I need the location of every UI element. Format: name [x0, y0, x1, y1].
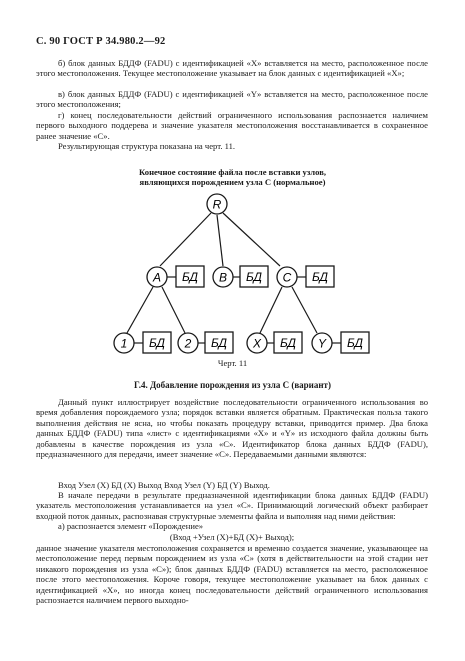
section-item-a: а) распознается элемент «Порождение»: [58, 521, 204, 531]
node-c-box-label: БД: [312, 270, 328, 284]
edge-root-c: [223, 213, 280, 266]
section-paragraph-2: В начале передачи в результате предназначенной идентификации блока данных БДДФ (FADU) указатель местоположения устанавливается на узел «C». Принимающий логический объект разбирает входной поток данных, распознавая структурные элементы файла и выполняя над ними действия:: [36, 490, 428, 521]
section-paragraph-3: данное значение указателя местоположения сохраняется и временно создается значение, указывающее на местоположение перед первым порождением из узла «C» (хотя в действительности на этой стадии нет никакого порождения из узла «C»); блок данных БДДФ (FADU) вставляется на место, расположенное после этого местоположения. Короче говоря, текущее местоположение указывает на блок данных с идентификацией «X», но иногда конец последовательности действий ограниченного использования распознается наличием первого выходно-: [36, 543, 428, 606]
node-y-box-label: БД: [347, 336, 363, 350]
figure-title-line-2: являющихся порождением узла С (нормальное): [139, 177, 326, 188]
node-x: [247, 332, 302, 353]
paragraph-item-v: в) блок данных БДДФ (FADU) с идентификацией «Y» вставляется на место, расположенное после этого местоположения;: [36, 89, 428, 110]
section-paragraph-1: Данный пункт иллюстрирует воздействие последовательности ограниченного использования во время добавления порождаемого узла; порядок вставки является обратным. Практическая польза такого выполнения действия не ясна, но чтобы показать процедуру вставки, приводится пример. Два блока данных БДДФ (FADU) типа «лист» с идентификациями «X» и «Y» из исходного файла должны быть добавлены в качестве порождения из узла «C». Идентификатор блока данных БДДФ (FADU), предназначенного для передачи, имеет значение «C». Передаваемыми данными являются:: [36, 397, 428, 460]
formula: (Вход +Узел (X)+БД (X)+ Выход);: [169, 532, 295, 542]
figure-caption: Черт. 11: [217, 358, 248, 368]
node-1: [114, 332, 171, 353]
node-root: [207, 194, 227, 214]
edge-c-x: [260, 287, 282, 333]
node-2-box-label: БД: [211, 336, 227, 350]
node-1-box-label: БД: [149, 336, 165, 350]
figure-title-line-1: Конечное состояние файла после вставки узлов,: [138, 167, 327, 177]
node-x-label: X: [252, 336, 262, 351]
node-1-label: 1: [120, 336, 128, 351]
node-b: [213, 266, 268, 287]
formula-line: [36, 532, 428, 542]
node-a-label: A: [152, 270, 162, 285]
paragraph-result: Результирующая структура показана на черт. 11.: [58, 141, 236, 151]
node-c: [277, 266, 334, 287]
transmitted-data-line: Вход Узел (X) БД (X) Выход Вход Узел (Y) БД (Y) Выход.: [58, 480, 270, 490]
paragraph-item-g: г) конец последовательности действий ограниченного использования распознается наличием первого выходного поддерева и значение указателя местоположения восстанавливается в сохраненное ранее значение «C».: [36, 110, 428, 141]
node-2: [178, 332, 233, 353]
node-2-label: 2: [184, 336, 192, 351]
node-b-box-label: БД: [246, 270, 262, 284]
edge-root-a: [160, 213, 211, 266]
section-title: Г.4. Добавление порождения из узла С (вариант): [134, 380, 331, 390]
edge-a-1: [127, 287, 153, 333]
node-y: [312, 332, 369, 353]
node-c-label: C: [282, 270, 292, 285]
page-header: С. 90 ГОСТ Р 34.980.2—92: [36, 36, 166, 47]
edge-a-2: [162, 287, 185, 333]
paragraph-item-b: б) блок данных БДДФ (FADU) с идентификацией «X» вставляется на место, расположенное после этого местоположения. Текущее местоположение указывает на блок данных с идентификацией «X»;: [36, 58, 428, 79]
node-a-box-label: БД: [182, 270, 198, 284]
node-a: [147, 266, 204, 287]
node-root-label: R: [212, 197, 222, 212]
node-b-label: B: [218, 270, 228, 285]
node-x-box-label: БД: [280, 336, 296, 350]
node-y-label: Y: [317, 336, 327, 351]
edge-root-b: [217, 215, 223, 266]
edge-c-y: [292, 287, 317, 333]
